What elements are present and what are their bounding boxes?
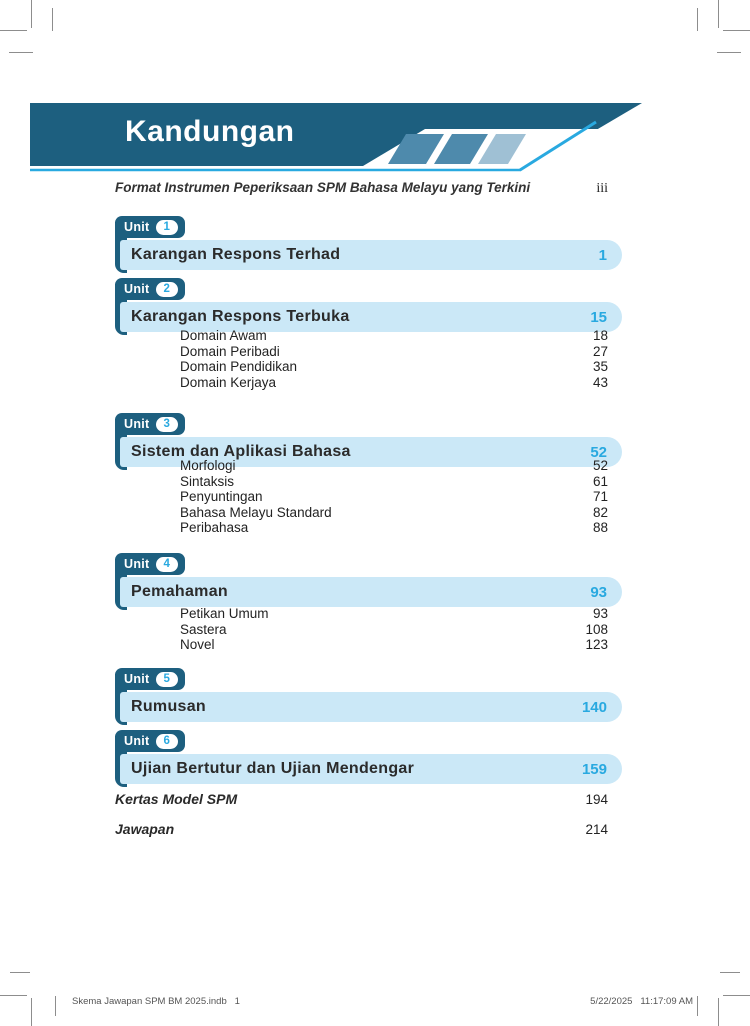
unit-page-number: 140	[581, 698, 607, 716]
page-title: Kandungan	[125, 115, 295, 148]
toc-sub-row	[115, 606, 608, 622]
unit-block-1	[115, 216, 622, 272]
unit-page-number: 15	[590, 308, 607, 326]
sub-page-number: 61	[592, 473, 608, 489]
unit-number-pill: 6	[156, 734, 178, 749]
unit-block-2	[115, 278, 622, 334]
unit-page-number: 52	[590, 443, 607, 461]
unit-title: Karangan Respons Terhad	[131, 246, 341, 263]
unit-title: Karangan Respons Terbuka	[131, 308, 350, 325]
sub-label: Domain Kerjaya	[180, 374, 277, 390]
sub-label: Sintaksis	[180, 473, 235, 489]
unit-tab	[115, 413, 185, 435]
unit-tab	[115, 278, 185, 300]
unit-title-bar	[120, 692, 622, 722]
unit-tab-label: Unit	[124, 417, 150, 431]
unit-tab	[115, 553, 185, 575]
toc-extra-row	[115, 821, 608, 837]
sub-label: Penyuntingan	[180, 489, 263, 504]
sub-label: Morfologi	[180, 458, 236, 473]
crop-mark	[720, 972, 740, 973]
crop-mark	[10, 972, 30, 973]
unit-page-number: 93	[590, 583, 607, 601]
crop-mark	[723, 995, 750, 996]
unit-block-5	[115, 668, 622, 724]
toc-sub-row	[115, 375, 608, 391]
sub-page-number: 108	[585, 621, 608, 637]
sub-page-number: 123	[585, 637, 608, 652]
unit-title-bar	[120, 240, 622, 270]
crop-mark	[0, 995, 27, 996]
unit-page-number: 1	[598, 246, 607, 264]
unit-title: Pemahaman	[131, 583, 228, 600]
extra-label: Kertas Model SPM	[115, 791, 238, 807]
unit-tab	[115, 668, 185, 690]
crop-mark	[31, 0, 32, 28]
unit-block-6	[115, 730, 622, 786]
unit-number-pill: 3	[156, 417, 178, 432]
crop-mark	[718, 0, 719, 28]
intro-row	[115, 180, 608, 197]
toc-sub-row	[115, 328, 608, 344]
toc-sub-row	[115, 474, 608, 490]
sub-page-number: 93	[592, 606, 608, 621]
sub-page-number: 88	[592, 520, 608, 535]
crop-mark	[697, 996, 698, 1016]
sub-page-number: 82	[592, 504, 608, 520]
unit-tab	[115, 216, 185, 238]
unit-number-pill: 2	[156, 282, 178, 297]
unit-tab-label: Unit	[124, 557, 150, 571]
sub-label: Bahasa Melayu Standard	[180, 504, 332, 520]
crop-mark	[717, 52, 741, 53]
extra-page-number: 194	[585, 792, 608, 807]
unit-page-number: 159	[581, 760, 607, 778]
unit-block-4	[115, 553, 622, 609]
unit-tab-label: Unit	[124, 282, 150, 296]
extra-page-number: 214	[585, 822, 608, 837]
toc-sub-row	[115, 520, 608, 536]
unit-tab-label: Unit	[124, 672, 150, 686]
sub-label: Novel	[180, 637, 215, 652]
toc-sub-row	[115, 359, 608, 375]
crop-mark	[0, 30, 27, 31]
toc-sub-row	[115, 505, 608, 521]
crop-mark	[697, 8, 698, 31]
sub-page-number: 43	[592, 374, 608, 390]
toc-sub-row	[115, 637, 608, 653]
footer-imprint-right: 5/22/2025 11:17:09 AM	[590, 996, 693, 1007]
intro-page-number: iii	[596, 181, 608, 196]
unit-tab-label: Unit	[124, 220, 150, 234]
intro-label: Format Instrumen Peperiksaan SPM Bahasa Melayu yang Terkini	[115, 180, 531, 195]
unit-title: Rumusan	[131, 698, 206, 715]
toc-sub-row	[115, 622, 608, 638]
crop-mark	[9, 52, 33, 53]
crop-mark	[718, 998, 719, 1026]
toc-sub-row	[115, 344, 608, 360]
unit-3-subitems	[115, 458, 608, 536]
unit-number-pill: 4	[156, 557, 178, 572]
sub-page-number: 52	[592, 458, 608, 473]
sub-page-number: 71	[592, 489, 608, 504]
toc-extra-row	[115, 791, 608, 807]
unit-title-bar	[120, 754, 622, 784]
sub-label: Domain Pendidikan	[180, 359, 298, 374]
unit-tab-label: Unit	[124, 734, 150, 748]
sub-label: Petikan Umum	[180, 606, 269, 621]
unit-2-subitems	[115, 328, 608, 390]
sub-label: Domain Awam	[180, 328, 267, 343]
sub-page-number: 27	[592, 343, 608, 359]
crop-mark	[55, 996, 56, 1016]
unit-title: Sistem dan Aplikasi Bahasa	[131, 443, 351, 460]
unit-4-subitems	[115, 606, 608, 653]
unit-title: Ujian Bertutur dan Ujian Mendengar	[131, 760, 415, 777]
footer-imprint-left: Skema Jawapan SPM BM 2025.indb 1	[72, 996, 240, 1007]
crop-mark	[723, 30, 750, 31]
unit-number-pill: 1	[156, 220, 178, 235]
header-banner	[30, 98, 652, 174]
sub-label: Domain Peribadi	[180, 343, 280, 359]
sub-label: Peribahasa	[180, 520, 249, 535]
crop-mark	[31, 998, 32, 1026]
extra-label: Jawapan	[115, 821, 175, 837]
unit-tab	[115, 730, 185, 752]
sub-label: Sastera	[180, 621, 227, 637]
unit-title-bar	[120, 577, 622, 607]
sub-page-number: 18	[592, 328, 608, 343]
toc-sub-row	[115, 458, 608, 474]
sub-page-number: 35	[592, 359, 608, 374]
crop-mark	[52, 8, 53, 31]
toc-sub-row	[115, 489, 608, 505]
unit-number-pill: 5	[156, 672, 178, 687]
